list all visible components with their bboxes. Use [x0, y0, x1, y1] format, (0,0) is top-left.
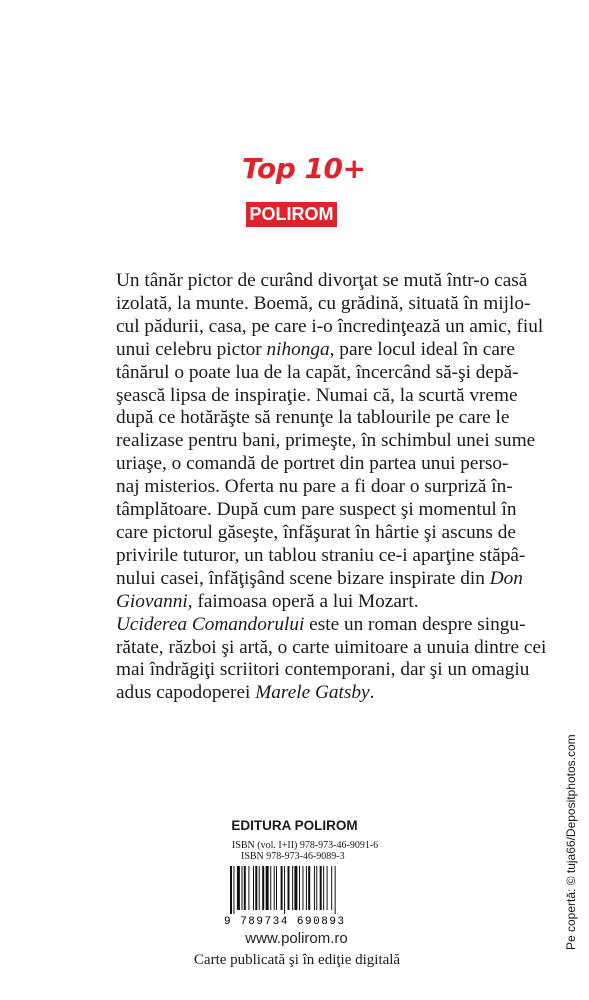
barcode-bar — [284, 866, 285, 914]
blurb-line — [116, 567, 523, 591]
blurb-segment: unui celebru pictor — [116, 338, 267, 360]
blurb-line — [116, 659, 530, 682]
barcode — [222, 864, 372, 926]
barcode-bar — [299, 866, 300, 910]
blurb-line — [116, 591, 474, 614]
blurb-line — [116, 361, 519, 385]
barcode-bar — [274, 866, 275, 910]
barcode-bar — [230, 866, 232, 914]
blurb-line — [116, 453, 509, 476]
blurb-line — [116, 544, 526, 568]
barcode-bar — [242, 866, 243, 910]
series-logo: Top 10+ — [242, 152, 366, 185]
barcode-bar — [302, 866, 303, 910]
blurb-segment: care pictorul găseşte, înfăşurat în hârtie şi ascuns de — [116, 521, 516, 543]
blurb-segment: Un tânăr pictor de curând divorţat se mută într-o casă — [116, 270, 528, 291]
barcode-bar — [331, 866, 332, 910]
barcode-bar — [306, 866, 307, 910]
blurb-line — [116, 407, 510, 430]
blurb-line — [116, 270, 528, 293]
isbn-line-2: ISBN 978-973-46-9089-3 — [241, 851, 345, 862]
barcode-bar — [314, 866, 315, 910]
digital-edition-note: Carte publicată şi în ediţie digitală — [193, 952, 401, 968]
barcode-bar — [259, 866, 260, 910]
barcode-bar — [233, 866, 234, 914]
blurb-segment: după ce hotărăşte să renunţe la tablourile pe care le — [116, 407, 510, 429]
barcode-bar — [262, 866, 264, 910]
publisher-imprint: EDITURA POLIROM — [231, 818, 358, 833]
blurb-segment: realizase pentru bani, primeşte, în schimbul unei sume — [116, 430, 536, 452]
barcode-bar — [237, 866, 240, 910]
blurb-segment: este un roman despre singu- — [304, 613, 526, 635]
blurb-line — [116, 636, 547, 660]
blurb-segment: rătate, război şi artă, o carte uimitoare a unuia dintre cei — [116, 636, 547, 658]
blurb-segment: cul pădurii, casa, pe care i-o încredinţează un amic, fiul — [116, 315, 544, 337]
blurb-line — [116, 476, 513, 499]
blurb-segment: naj misterios. Oferta nu pare a fi doar o surpriză în- — [116, 476, 513, 498]
barcode-bar — [281, 866, 283, 910]
barcode-bar — [292, 866, 293, 910]
blurb-segment: privirile tuturor, un tablou straniu ce-i aparţine stăpâ- — [116, 544, 526, 566]
blurb-italic-segment: nihonga — [266, 338, 330, 360]
blurb-line — [116, 682, 474, 705]
barcode-bar — [253, 866, 254, 910]
blurb-segment: adus capodoperei — [116, 682, 256, 704]
barcode-bar — [244, 866, 246, 910]
blurb-segment: nului casei, înfăţişând scene bizare inspirate din — [116, 567, 490, 589]
blurb-line — [116, 384, 518, 408]
blurb-segment: tânărul o poate lua de la capăt, încercând să-şi depă- — [116, 361, 519, 383]
barcode-bar — [335, 866, 336, 914]
publisher-website[interactable]: www.polirom.ro — [245, 930, 348, 947]
blurb-line — [116, 292, 531, 316]
blurb-line — [116, 338, 515, 362]
blurb-line — [116, 499, 517, 522]
blurb-segment: tâmplătoare. După cum pare suspect şi momentul în — [116, 499, 517, 521]
barcode-bar — [248, 866, 249, 910]
blurb-italic-segment: Uciderea Comandorului — [116, 613, 305, 635]
blurb-segment: , faimoasa operă a lui Mozart. — [187, 590, 419, 612]
blurb-segment: , pare locul ideal în care — [329, 338, 515, 360]
barcode-bar — [320, 866, 322, 910]
barcode-bar — [288, 866, 290, 910]
publisher-badge: POLIROM — [246, 202, 337, 227]
blurb-italic-segment: Giovanni — [116, 590, 188, 612]
barcode-bar — [266, 866, 269, 910]
barcode-bar — [276, 866, 277, 910]
isbn-line-1: ISBN (vol. I+II) 978-973-46-9091-6 — [232, 840, 379, 851]
isbn-block — [232, 840, 378, 862]
blurb-line — [116, 430, 536, 453]
blurb-segment: mai îndrăgiţi scriitori contemporani, dar şi un omagiu — [116, 659, 530, 681]
blurb-italic-segment: Marele Gatsby — [255, 682, 370, 704]
blurb-segment: uriaşe, o comandă de portret din partea unui perso- — [116, 453, 509, 475]
blurb-segment: izolată, la munte. Boemă, cu grădină, situată în mijlo- — [116, 292, 531, 314]
barcode-bar — [294, 866, 297, 910]
blurb-segment: şească lipsa de inspiraţie. Numai că, la scurtă vreme — [116, 384, 518, 406]
barcode-bar — [270, 866, 271, 910]
blurb-line — [116, 613, 526, 637]
barcode-bar — [316, 866, 317, 910]
blurb-text — [116, 270, 547, 705]
barcode-bar — [327, 866, 328, 910]
barcode-digits: 9 789734 690893 — [224, 916, 346, 926]
blurb-italic-segment: Don — [489, 567, 523, 589]
blurb-line — [116, 315, 544, 339]
barcode-bar — [323, 866, 324, 910]
barcode-bar — [255, 866, 257, 910]
blurb-segment: . — [369, 682, 375, 704]
blurb-line — [116, 521, 516, 545]
cover-photo-credit: Pe copertă: © tuja66/Depositphotos.com — [564, 734, 578, 950]
barcode-bar — [308, 866, 310, 910]
